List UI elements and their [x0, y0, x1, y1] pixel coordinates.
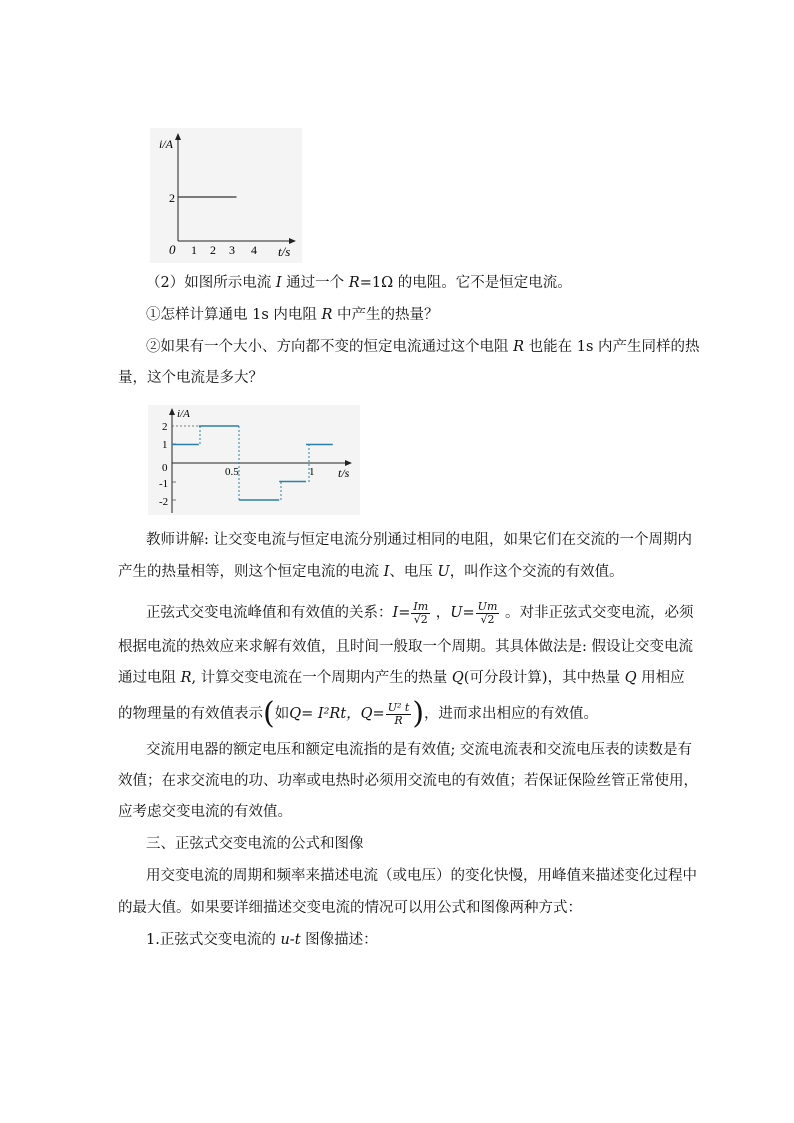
- graph-2-background: [148, 405, 360, 515]
- p2-line-1: [146, 600, 718, 626]
- p2-frac-u2t: [386, 702, 412, 727]
- p1-line-2: [118, 562, 690, 582]
- q2-line-1: [146, 273, 718, 293]
- graph-2-y-tick-minus-2: -2: [159, 496, 169, 508]
- p2-c-q: Q: [451, 670, 464, 686]
- p2-frac-im: [411, 601, 430, 626]
- p1-var-i: I: [383, 564, 390, 580]
- q2-item-2: [146, 337, 718, 357]
- graph-2-x-tick-1: 1: [309, 466, 315, 478]
- graph-1-x-tick-2: 2: [210, 243, 216, 257]
- q2-item-1-var: R: [321, 307, 333, 323]
- section-3-item-1: [146, 930, 718, 950]
- q2-item-2-a: ②如果有一个大小、方向都不变的恒定电流通过这个电阻: [146, 339, 514, 355]
- p1-text-b: 、电压: [389, 564, 438, 580]
- p2-c-b: , 计算交变电流在一个周期内产生的热量: [191, 670, 452, 686]
- section-3-heading: 三、正弦式交变电流的公式和图像: [146, 836, 364, 852]
- p2-d-num: U² t: [387, 700, 410, 714]
- p1-var-u: U: [437, 564, 450, 580]
- graph-2-y-tick-1: 1: [162, 439, 168, 451]
- graph-1-x-tick-4: 4: [251, 243, 257, 257]
- p1-text-a: 产生的热量相等，则这个恒定电流的电流: [118, 564, 384, 580]
- q2-text-a: （2）如图所示电流: [146, 275, 276, 291]
- p3-line-1: 交流用电器的额定电压和额定电流指的是有效值; 交流电流表和交流电压表的读数是有: [146, 742, 692, 758]
- p2-d-formula-2: Q=: [360, 706, 385, 722]
- q2-item-2-b: 也能在 1s 内产生同样的热: [524, 339, 700, 355]
- p2-frac-um: [476, 601, 500, 626]
- p1-line-1: 教师讲解: 让交变电流与恒定电流分别通过相同的电阻，如果它们在交流的一个周期内: [146, 532, 692, 548]
- p2-c-d: 用相应: [636, 670, 685, 686]
- p3-line-3: 应考虑交变电流的有效值。: [118, 804, 292, 820]
- graph-1-x-label: t/s: [278, 244, 291, 259]
- q2-item-2-var: R: [513, 339, 525, 355]
- graph-1-y-label: i/A: [159, 137, 173, 151]
- graph-alternating-current: [148, 405, 360, 515]
- graph-2-x-label: t/s: [338, 466, 350, 480]
- section-3-item-1-a: 1.正弦式交变电流的: [146, 932, 281, 948]
- p2-um: Um: [477, 599, 498, 613]
- graph-2-x-tick-0-5: 0.5: [225, 466, 239, 478]
- p2-im: Im: [413, 599, 429, 613]
- p2-sqrt2-a: √2: [413, 612, 428, 626]
- p1-text-c: ，叫作这个交流的有效值。: [449, 564, 624, 580]
- p2-d-den: R: [394, 713, 403, 727]
- p2-d-ru: 如: [274, 706, 290, 722]
- graph-2-y-label: i/A: [177, 408, 190, 420]
- q2-item-1-a: ①怎样计算通电 1s 内电阻: [146, 307, 322, 323]
- graph-2-y-tick-minus-1: -1: [159, 478, 169, 490]
- section-3-item-1-var: u-t: [280, 932, 301, 948]
- section-3-line-2: 的最大值。如果要详细描述交变电流的情况可以用公式和图像两种方式：: [118, 900, 582, 916]
- p2-line-3: [118, 668, 690, 688]
- p3-line-2: 效值；在求交流电的功、功率或电热时必须用交流电的有效值；若保证保险丝管正常使用，: [118, 773, 698, 789]
- section-3-line-1: 用交变电流的周期和频率来描述电流（或电压）的变化快慢，用峰值来描述变化过程中: [146, 868, 697, 884]
- graph-2-y-tick-2: 2: [162, 421, 168, 433]
- p2-sqrt2-b: √2: [480, 612, 495, 626]
- q2-item-1: [146, 305, 718, 325]
- left-paren: (: [263, 696, 275, 731]
- graph-2-origin: 0: [162, 462, 168, 474]
- graph-1-origin: 0: [169, 242, 176, 257]
- p2-comma: ，: [431, 605, 451, 621]
- graph-1-y-tick-2: 2: [169, 191, 175, 205]
- section-3-item-1-b: 图像描述：: [300, 932, 378, 948]
- p2-d-formula-1: Q= I²Rt，: [289, 706, 361, 722]
- q2-var-i: I: [275, 275, 282, 291]
- p2-c-c: (可分段计算)，其中热量: [463, 670, 625, 686]
- graph-constant-current: [150, 128, 302, 263]
- p2-line-4: [118, 696, 690, 731]
- p2-c-a: 通过电阻: [118, 670, 181, 686]
- q2-text-c: =1Ω 的电阻。它不是恒定电流。: [359, 275, 572, 291]
- p2-eq-2: =: [462, 605, 475, 621]
- p2-d-b: ，进而求出相应的有效值。: [424, 706, 599, 722]
- p2-line-2: 根据电流的热效应来求解有效值，且时间一般取一个周期。其具体做法是: 假设让交变电流: [118, 639, 693, 655]
- q2-item-1-b: 中产生的热量？: [332, 307, 439, 323]
- p2-var-u: U: [450, 605, 463, 621]
- p2-d-a: 的物理量的有效值表示: [118, 706, 263, 722]
- p2-var-i: I: [392, 605, 399, 621]
- p2-eq-1: =: [398, 605, 411, 621]
- p2-text-a: 正弦式交变电流峰值和有效值的关系：: [146, 605, 393, 621]
- q2-text-b: 通过一个: [281, 275, 349, 291]
- right-paren: ): [412, 696, 425, 731]
- graph-1-x-tick-3: 3: [229, 243, 235, 257]
- p2-text-b: 。对非正弦式交变电流，必须: [500, 605, 694, 621]
- q2-item-2-cont: 量，这个电流是多大？: [118, 370, 263, 386]
- q2-var-r: R: [348, 275, 360, 291]
- p2-c-q2: Q: [624, 670, 637, 686]
- p2-c-r: R: [180, 670, 192, 686]
- graph-1-x-tick-1: 1: [191, 243, 197, 257]
